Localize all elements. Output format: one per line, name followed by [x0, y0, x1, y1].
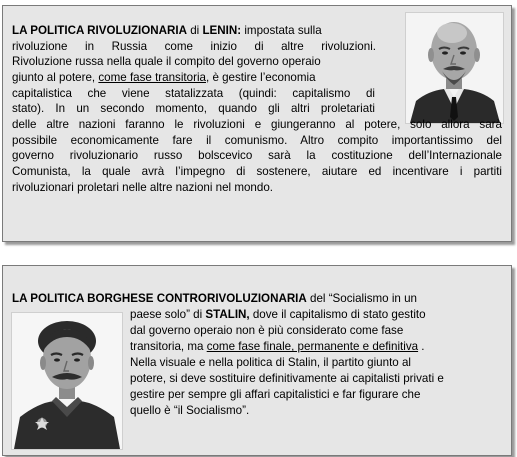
- lenin-line-6: stato). In un secondo momento, quando gli altri proletariati: [12, 102, 375, 115]
- stalin-text-box: [2, 265, 512, 456]
- stalin-line-3: dal governo operaio non è più considerato come fase: [130, 324, 404, 337]
- stalin-heading: LA POLITICA BORGHESE CONTRORIVOLUZIONARIA: [12, 292, 307, 305]
- stalin-line-6: potere, si deve sostituire definitivamente ai capitalisti privati e: [130, 372, 444, 385]
- stalin-line-1: LA POLITICA BORGHESE CONTRORIVOLUZIONARIA del “Socialismo in un: [12, 292, 417, 305]
- lenin-heading: LA POLITICA RIVOLUZIONARIA: [12, 24, 187, 37]
- lenin-underlined-transitional: come fase transitoria: [98, 71, 206, 84]
- lenin-line-10: Comunista, la quale avrà l’impegno di sostenere, aiutare ed incentivare i partiti: [12, 165, 502, 178]
- lenin-line-1: LA POLITICA RIVOLUZIONARIA di LENIN: impostata sulla: [12, 24, 322, 37]
- stalin-name: STALIN,: [205, 308, 250, 321]
- lenin-line-2: rivoluzione in Russia come inizio di altre rivoluzioni.: [12, 40, 376, 53]
- lenin-name: LENIN:: [202, 24, 242, 37]
- lenin-line-9: governo rivoluzionario russo bolscevico sarà la costituzione dell’Internazionale: [12, 149, 502, 162]
- stalin-line-2: paese solo” di STALIN, dove il capitalismo di stato gestito: [130, 308, 426, 321]
- lenin-line-7: delle altre nazioni faranno le rivoluzioni e giungeranno al potere, solo allora sarà: [12, 118, 502, 131]
- lenin-line-5: capitalistica che viene statalizzata (quindi: capitalismo di: [12, 87, 375, 100]
- stalin-line-4: transitoria, ma come fase finale, permanente e definitiva .: [130, 340, 425, 353]
- lenin-line-4: giunto al potere, come fase transitoria, è gestire l’economia: [12, 71, 316, 84]
- stalin-line-7: gestire per sempre gli affari capitalistici e far figurare che: [130, 388, 421, 401]
- stalin-underlined-final: come fase finale, permanente e definitiva: [206, 340, 419, 353]
- stalin-portrait-image: [12, 313, 122, 449]
- lenin-line-3: Rivoluzione russa nella quale il compito del governo operaio: [12, 55, 321, 68]
- lenin-line-11: rivoluzionari proletari nelle altre nazioni nel mondo.: [12, 181, 274, 194]
- stalin-line-5: Nella visuale e nella politica di Stalin, il partito giunto al: [130, 356, 411, 369]
- lenin-portrait-image: [406, 13, 503, 123]
- lenin-line-8: possibile economicamente fare il comunismo. Altro compito importantissimo del: [12, 134, 502, 147]
- lenin-portrait: [405, 12, 504, 124]
- lenin-text-box: [2, 5, 512, 242]
- stalin-line-8: quello è “il Socialismo”.: [130, 404, 250, 417]
- stalin-portrait: [11, 312, 123, 450]
